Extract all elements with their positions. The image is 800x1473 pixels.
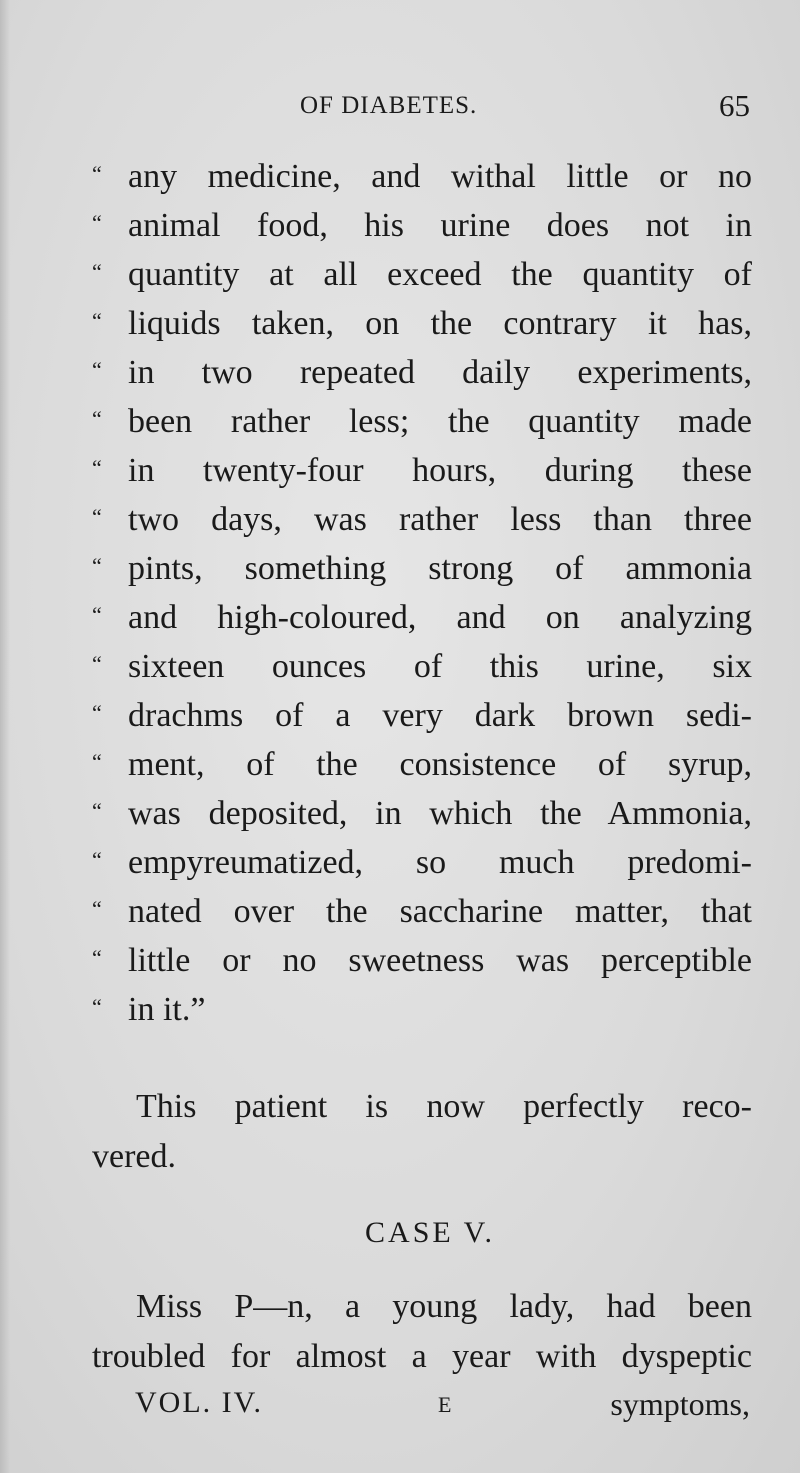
quote-line-text: animal food, his urine does not in <box>128 207 752 244</box>
paragraph-line: troubled for almost a year with dyspeptic <box>92 1338 752 1375</box>
quote-mark: “ <box>92 161 102 186</box>
quote-line <box>92 348 752 397</box>
quote-line-text: little or no sweetness was perceptible <box>128 942 752 979</box>
quote-line-text: in it.” <box>128 991 206 1028</box>
quote-line-text: nated over the saccharine matter, that <box>128 893 752 930</box>
quote-line <box>92 985 752 1034</box>
quote-line <box>92 691 752 740</box>
page-number: 65 <box>719 88 750 123</box>
paragraph-line: vered. <box>92 1138 177 1175</box>
quote-mark: “ <box>92 945 102 970</box>
quote-mark: “ <box>92 896 102 921</box>
quote-line-text: any medicine, and withal little or no <box>128 158 752 195</box>
quote-line <box>92 544 752 593</box>
paragraph-line: This patient is now perfectly reco- <box>136 1088 752 1125</box>
running-title: OF DIABETES. <box>300 92 478 119</box>
quoted-passage <box>92 152 752 1034</box>
quote-mark: “ <box>92 994 102 1019</box>
quote-mark: “ <box>92 259 102 284</box>
quote-line-text: sixteen ounces of this urine, six <box>128 648 752 685</box>
quote-line-text: been rather less; the quantity made <box>128 403 752 440</box>
quote-line-text: in twenty-four hours, during these <box>128 452 752 489</box>
volume-label: VOL. IV. <box>135 1386 263 1419</box>
quote-mark: “ <box>92 749 102 774</box>
quote-line-text: in two repeated daily experiments, <box>128 354 752 391</box>
quote-line-text: drachms of a very dark brown sedi- <box>128 697 752 734</box>
quote-line <box>92 642 752 691</box>
quote-line <box>92 201 752 250</box>
quote-mark: “ <box>92 455 102 480</box>
quote-mark: “ <box>92 308 102 333</box>
quote-line <box>92 838 752 887</box>
quote-line <box>92 250 752 299</box>
page-footer <box>0 1386 800 1426</box>
quote-line <box>92 397 752 446</box>
quote-line <box>92 495 752 544</box>
quote-mark: “ <box>92 210 102 235</box>
case-paragraph <box>92 1282 752 1382</box>
quote-line <box>92 593 752 642</box>
quote-line-text: pints, something strong of ammonia <box>128 550 752 587</box>
page-header <box>0 88 800 128</box>
quote-mark: “ <box>92 798 102 823</box>
case-heading: CASE V. <box>365 1216 495 1249</box>
quote-mark: “ <box>92 700 102 725</box>
quote-mark: “ <box>92 602 102 627</box>
signature-mark: E <box>438 1392 452 1417</box>
quote-line <box>92 152 752 201</box>
quote-mark: “ <box>92 406 102 431</box>
quote-line-text: ment, of the consistence of syrup, <box>128 746 752 783</box>
quote-line <box>92 887 752 936</box>
quote-line-text: and high-coloured, and on analyzing <box>128 599 752 636</box>
quote-line <box>92 446 752 495</box>
catchword: symptoms, <box>610 1386 750 1422</box>
quote-line-text: empyreumatized, so much predomi- <box>128 844 752 881</box>
quote-mark: “ <box>92 847 102 872</box>
quote-line-text: two days, was rather less than three <box>128 501 752 538</box>
quote-line <box>92 299 752 348</box>
paragraph-line: Miss P—n, a young lady, had been <box>136 1288 752 1325</box>
quote-line-text: quantity at all exceed the quantity of <box>128 256 752 293</box>
quote-line-text: liquids taken, on the contrary it has, <box>128 305 752 342</box>
quote-mark: “ <box>92 553 102 578</box>
quote-line <box>92 789 752 838</box>
quote-line-text: was deposited, in which the Ammonia, <box>128 795 752 832</box>
quote-mark: “ <box>92 357 102 382</box>
recovery-paragraph <box>92 1082 752 1182</box>
quote-mark: “ <box>92 651 102 676</box>
quote-line <box>92 740 752 789</box>
quote-line <box>92 936 752 985</box>
quote-mark: “ <box>92 504 102 529</box>
